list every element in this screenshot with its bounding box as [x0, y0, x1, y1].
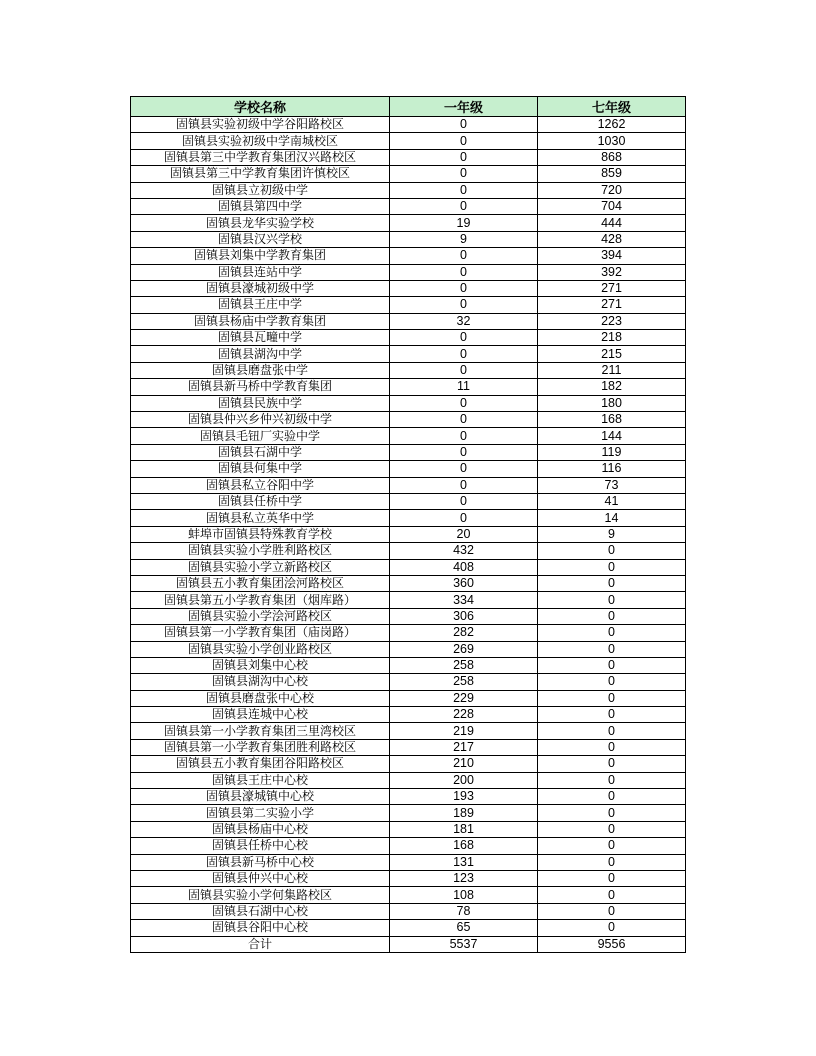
school-name-cell: 固镇县私立谷阳中学 — [131, 477, 390, 493]
school-name-cell: 固镇县谷阳中心校 — [131, 920, 390, 936]
school-name-cell: 固镇县汉兴学校 — [131, 231, 390, 247]
grade-7-cell: 144 — [538, 428, 686, 444]
school-name-cell: 固镇县仲兴中心校 — [131, 870, 390, 886]
table-row — [131, 723, 686, 739]
table-row — [131, 625, 686, 641]
grade-7-cell: 0 — [538, 903, 686, 919]
grade-7-cell: 0 — [538, 821, 686, 837]
grade-1-cell: 131 — [390, 854, 538, 870]
grade-1-cell: 0 — [390, 362, 538, 378]
grade-1-cell: 0 — [390, 117, 538, 133]
grade-7-cell: 0 — [538, 592, 686, 608]
table-row — [131, 707, 686, 723]
grade-7-cell: 0 — [538, 838, 686, 854]
grade-7-cell: 720 — [538, 182, 686, 198]
school-name-cell: 固镇县杨庙中心校 — [131, 821, 390, 837]
table-body — [131, 117, 686, 953]
school-name-cell: 固镇县私立英华中学 — [131, 510, 390, 526]
grade-7-cell: 704 — [538, 198, 686, 214]
table-row — [131, 641, 686, 657]
school-name-cell: 固镇县第三中学教育集团许慎校区 — [131, 166, 390, 182]
school-name-cell: 固镇县毛钮厂实验中学 — [131, 428, 390, 444]
grade-1-cell: 306 — [390, 608, 538, 624]
school-name-cell: 固镇县实验初级中学谷阳路校区 — [131, 117, 390, 133]
grade-7-cell: 0 — [538, 789, 686, 805]
grade-1-cell: 0 — [390, 248, 538, 264]
grade-1-cell: 0 — [390, 166, 538, 182]
grade-1-cell: 0 — [390, 461, 538, 477]
enrollment-table — [130, 96, 686, 953]
grade-7-cell: 223 — [538, 313, 686, 329]
table-row — [131, 248, 686, 264]
school-name-cell: 固镇县实验小学胜利路校区 — [131, 543, 390, 559]
table-row — [131, 362, 686, 378]
grade-1-cell: 0 — [390, 510, 538, 526]
grade-1-cell: 0 — [390, 395, 538, 411]
school-name-cell: 固镇县任桥中心校 — [131, 838, 390, 854]
grade-1-cell: 193 — [390, 789, 538, 805]
total-school-name-cell: 合计 — [131, 936, 390, 952]
table-row — [131, 477, 686, 493]
school-name-cell: 固镇县刘集中心校 — [131, 657, 390, 673]
grade-1-cell: 0 — [390, 182, 538, 198]
grade-7-cell: 0 — [538, 707, 686, 723]
grade-1-cell: 408 — [390, 559, 538, 575]
grade-1-cell: 432 — [390, 543, 538, 559]
school-name-cell: 固镇县民族中学 — [131, 395, 390, 411]
school-name-cell: 固镇县第一小学教育集团三里湾校区 — [131, 723, 390, 739]
grade-1-cell: 123 — [390, 870, 538, 886]
table-row — [131, 117, 686, 133]
grade-7-cell: 116 — [538, 461, 686, 477]
table-row — [131, 559, 686, 575]
school-name-cell: 固镇县刘集中学教育集团 — [131, 248, 390, 264]
header-grade-7: 七年级 — [538, 97, 686, 117]
table-row — [131, 756, 686, 772]
grade-7-cell: 73 — [538, 477, 686, 493]
grade-1-cell: 0 — [390, 330, 538, 346]
table-row — [131, 444, 686, 460]
school-name-cell: 固镇县濠城初级中学 — [131, 280, 390, 296]
grade-1-cell: 20 — [390, 526, 538, 542]
table-row — [131, 182, 686, 198]
school-name-cell: 固镇县第一小学教育集团（庙岗路） — [131, 625, 390, 641]
grade-7-cell: 0 — [538, 690, 686, 706]
grade-1-cell: 0 — [390, 493, 538, 509]
school-name-cell: 固镇县王庄中心校 — [131, 772, 390, 788]
table-row — [131, 543, 686, 559]
school-name-cell: 固镇县实验小学创业路校区 — [131, 641, 390, 657]
school-name-cell: 固镇县实验小学何集路校区 — [131, 887, 390, 903]
grade-7-cell: 180 — [538, 395, 686, 411]
grade-1-cell: 0 — [390, 444, 538, 460]
grade-7-cell: 218 — [538, 330, 686, 346]
grade-7-cell: 41 — [538, 493, 686, 509]
table-row — [131, 739, 686, 755]
table-row — [131, 330, 686, 346]
grade-7-cell: 428 — [538, 231, 686, 247]
school-name-cell: 固镇县任桥中学 — [131, 493, 390, 509]
school-name-cell: 固镇县瓦疃中学 — [131, 330, 390, 346]
header-row — [131, 97, 686, 117]
table-row — [131, 428, 686, 444]
grade-7-cell: 215 — [538, 346, 686, 362]
grade-7-cell: 392 — [538, 264, 686, 280]
school-name-cell: 固镇县连城中心校 — [131, 707, 390, 723]
enrollment-sheet — [130, 96, 686, 953]
grade-1-cell: 334 — [390, 592, 538, 608]
table-row — [131, 821, 686, 837]
school-name-cell: 固镇县实验小学立新路校区 — [131, 559, 390, 575]
school-name-cell: 固镇县立初级中学 — [131, 182, 390, 198]
table-row — [131, 231, 686, 247]
grade-7-cell: 0 — [538, 739, 686, 755]
school-name-cell: 固镇县新马桥中学教育集团 — [131, 379, 390, 395]
grade-1-cell: 19 — [390, 215, 538, 231]
table-row — [131, 395, 686, 411]
table-row — [131, 346, 686, 362]
grade-7-cell: 0 — [538, 756, 686, 772]
table-row — [131, 526, 686, 542]
grade-1-cell: 0 — [390, 412, 538, 428]
table-row — [131, 920, 686, 936]
school-name-cell: 固镇县石湖中学 — [131, 444, 390, 460]
grade-7-cell: 0 — [538, 674, 686, 690]
school-name-cell: 固镇县第五小学教育集团（烟库路） — [131, 592, 390, 608]
grade-7-cell: 0 — [538, 887, 686, 903]
grade-7-cell: 0 — [538, 854, 686, 870]
table-row — [131, 412, 686, 428]
total-row — [131, 936, 686, 952]
school-name-cell: 固镇县王庄中学 — [131, 297, 390, 313]
grade-7-cell: 0 — [538, 559, 686, 575]
table-row — [131, 870, 686, 886]
table-row — [131, 264, 686, 280]
table-row — [131, 133, 686, 149]
grade-7-cell: 1262 — [538, 117, 686, 133]
grade-1-cell: 258 — [390, 657, 538, 673]
table-row — [131, 149, 686, 165]
grade-1-cell: 219 — [390, 723, 538, 739]
school-name-cell: 固镇县杨庙中学教育集团 — [131, 313, 390, 329]
grade-7-cell: 271 — [538, 297, 686, 313]
grade-7-cell: 444 — [538, 215, 686, 231]
school-name-cell: 固镇县何集中学 — [131, 461, 390, 477]
school-name-cell: 固镇县实验初级中学南城校区 — [131, 133, 390, 149]
grade-1-cell: 65 — [390, 920, 538, 936]
grade-1-cell: 9 — [390, 231, 538, 247]
total-grade-1-cell: 5537 — [390, 936, 538, 952]
grade-1-cell: 0 — [390, 280, 538, 296]
school-name-cell: 固镇县第二实验小学 — [131, 805, 390, 821]
school-name-cell: 固镇县湖沟中心校 — [131, 674, 390, 690]
table-row — [131, 838, 686, 854]
school-name-cell: 固镇县连站中学 — [131, 264, 390, 280]
grade-1-cell: 217 — [390, 739, 538, 755]
table-row — [131, 854, 686, 870]
grade-7-cell: 9 — [538, 526, 686, 542]
school-name-cell: 固镇县五小教育集团谷阳路校区 — [131, 756, 390, 772]
school-name-cell: 固镇县磨盘张中心校 — [131, 690, 390, 706]
grade-1-cell: 0 — [390, 264, 538, 280]
school-name-cell: 固镇县石湖中心校 — [131, 903, 390, 919]
total-grade-7-cell: 9556 — [538, 936, 686, 952]
school-name-cell: 固镇县濠城镇中心校 — [131, 789, 390, 805]
grade-1-cell: 189 — [390, 805, 538, 821]
table-row — [131, 887, 686, 903]
table-row — [131, 461, 686, 477]
table-row — [131, 198, 686, 214]
table-row — [131, 493, 686, 509]
school-name-cell: 固镇县第一小学教育集团胜利路校区 — [131, 739, 390, 755]
table-row — [131, 592, 686, 608]
grade-1-cell: 228 — [390, 707, 538, 723]
grade-7-cell: 0 — [538, 723, 686, 739]
grade-1-cell: 78 — [390, 903, 538, 919]
grade-7-cell: 0 — [538, 920, 686, 936]
school-name-cell: 固镇县第四中学 — [131, 198, 390, 214]
grade-7-cell: 868 — [538, 149, 686, 165]
grade-7-cell: 0 — [538, 575, 686, 591]
school-name-cell: 固镇县新马桥中心校 — [131, 854, 390, 870]
table-row — [131, 608, 686, 624]
table-row — [131, 313, 686, 329]
table-row — [131, 510, 686, 526]
grade-1-cell: 360 — [390, 575, 538, 591]
grade-7-cell: 0 — [538, 772, 686, 788]
grade-7-cell: 0 — [538, 805, 686, 821]
header-grade-1: 一年级 — [390, 97, 538, 117]
grade-1-cell: 181 — [390, 821, 538, 837]
grade-7-cell: 0 — [538, 870, 686, 886]
table-row — [131, 690, 686, 706]
grade-1-cell: 0 — [390, 198, 538, 214]
grade-7-cell: 394 — [538, 248, 686, 264]
school-name-cell: 固镇县仲兴乡仲兴初级中学 — [131, 412, 390, 428]
table-row — [131, 379, 686, 395]
grade-7-cell: 859 — [538, 166, 686, 182]
table-row — [131, 575, 686, 591]
table-row — [131, 215, 686, 231]
grade-7-cell: 0 — [538, 625, 686, 641]
school-name-cell: 固镇县五小教育集团浍河路校区 — [131, 575, 390, 591]
grade-1-cell: 11 — [390, 379, 538, 395]
grade-1-cell: 282 — [390, 625, 538, 641]
grade-1-cell: 0 — [390, 346, 538, 362]
grade-1-cell: 269 — [390, 641, 538, 657]
grade-7-cell: 168 — [538, 412, 686, 428]
grade-7-cell: 211 — [538, 362, 686, 378]
grade-1-cell: 0 — [390, 428, 538, 444]
grade-7-cell: 0 — [538, 641, 686, 657]
school-name-cell: 固镇县磨盘张中学 — [131, 362, 390, 378]
table-row — [131, 805, 686, 821]
table-row — [131, 297, 686, 313]
grade-7-cell: 119 — [538, 444, 686, 460]
table-row — [131, 903, 686, 919]
table-row — [131, 674, 686, 690]
grade-7-cell: 271 — [538, 280, 686, 296]
school-name-cell: 固镇县第三中学教育集团汉兴路校区 — [131, 149, 390, 165]
grade-7-cell: 0 — [538, 657, 686, 673]
grade-1-cell: 32 — [390, 313, 538, 329]
grade-1-cell: 168 — [390, 838, 538, 854]
grade-1-cell: 210 — [390, 756, 538, 772]
table-row — [131, 280, 686, 296]
table-row — [131, 789, 686, 805]
grade-1-cell: 0 — [390, 133, 538, 149]
grade-7-cell: 1030 — [538, 133, 686, 149]
school-name-cell: 固镇县龙华实验学校 — [131, 215, 390, 231]
header-school-name: 学校名称 — [131, 97, 390, 117]
grade-7-cell: 14 — [538, 510, 686, 526]
grade-1-cell: 0 — [390, 297, 538, 313]
grade-1-cell: 0 — [390, 149, 538, 165]
school-name-cell: 固镇县实验小学浍河路校区 — [131, 608, 390, 624]
table-row — [131, 166, 686, 182]
grade-1-cell: 200 — [390, 772, 538, 788]
school-name-cell: 固镇县湖沟中学 — [131, 346, 390, 362]
grade-7-cell: 0 — [538, 608, 686, 624]
grade-7-cell: 182 — [538, 379, 686, 395]
school-name-cell: 蚌埠市固镇县特殊教育学校 — [131, 526, 390, 542]
table-row — [131, 772, 686, 788]
grade-1-cell: 258 — [390, 674, 538, 690]
grade-1-cell: 0 — [390, 477, 538, 493]
grade-7-cell: 0 — [538, 543, 686, 559]
table-row — [131, 657, 686, 673]
grade-1-cell: 108 — [390, 887, 538, 903]
grade-1-cell: 229 — [390, 690, 538, 706]
